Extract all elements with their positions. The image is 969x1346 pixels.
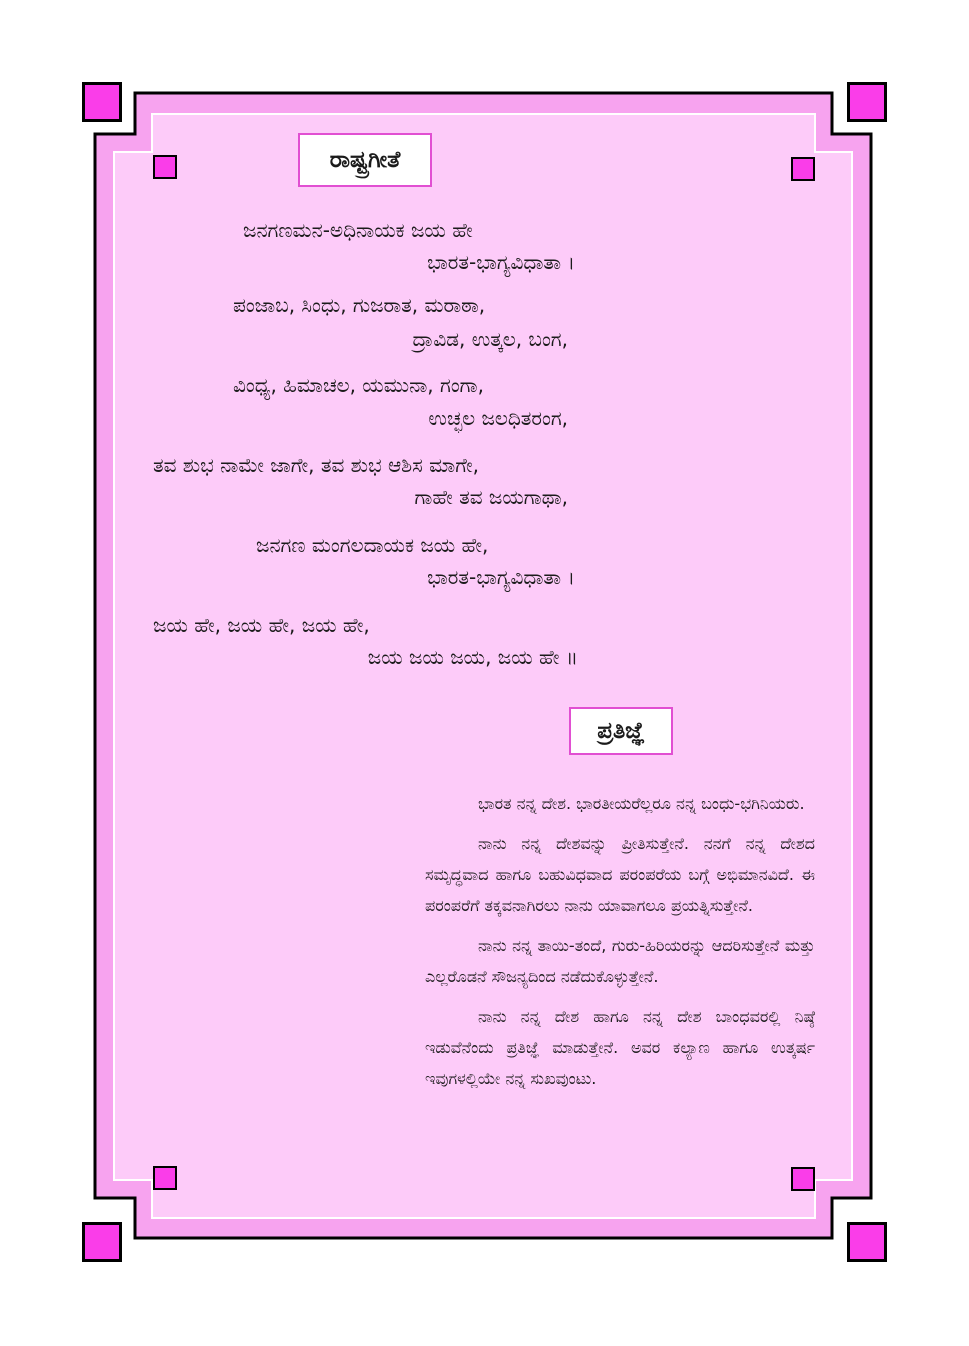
anthem-line: ತವ ಶುಭ ನಾಮೇ ಜಾಗೇ, ತವ ಶುಭ ಆಶಿಸ ಮಾಗೇ, bbox=[153, 453, 479, 477]
inner-square-top-right bbox=[791, 157, 815, 181]
corner-square-bottom-right bbox=[847, 1222, 887, 1262]
inner-square-top-left bbox=[153, 155, 177, 179]
anthem-line: ಜನಗಣಮನ-ಅಧಿನಾಯಕ ಜಯ ಹೇ bbox=[243, 218, 473, 242]
inner-square-bottom-left bbox=[153, 1166, 177, 1190]
anthem-line: ಜನಗಣ ಮಂಗಲದಾಯಕ ಜಯ ಹೇ, bbox=[256, 533, 489, 557]
pledge-paragraph: ನಾನು ನನ್ನ ತಾಯಿ-ತಂದೆ, ಗುರು-ಹಿರಿಯರನ್ನು ಆದರಿಸುತ್ತೇನೆ ಮತ್ತು ಎಲ್ಲರೊಡನೆ ಸೌಜನ್ಯದಿಂದ ನಡೆದುಕೊಳ್ಳುತ್ತೇನೆ. bbox=[425, 936, 815, 986]
anthem-line: ದ್ರಾವಿಡ, ಉತ್ಕಲ, ಬಂಗ, bbox=[412, 327, 568, 351]
pledge-paragraph: ನಾನು ನನ್ನ ದೇಶವನ್ನು ಪ್ರೀತಿಸುತ್ತೇನೆ. ನನಗೆ ನನ್ನ ದೇಶದ ಸಮೃದ್ಧವಾದ ಹಾಗೂ ಬಹುವಿಧವಾದ ಪರಂಪರೆಯ ಬಗ್ಗೆ ಅಭಿಮಾನವಿದೆ. ಈ ಪರಂಪರೆಗೆ ತಕ್ಕವನಾಗಿರಲು ನಾನು ಯಾವಾಗಲೂ ಪ್ರಯತ್ನಿಸುತ್ತೇನೆ. bbox=[425, 834, 815, 915]
inner-square-bottom-right bbox=[791, 1167, 815, 1191]
corner-square-top-right bbox=[847, 82, 887, 122]
anthem-title: ರಾಷ್ಟ್ರಗೀತೆ bbox=[298, 133, 432, 187]
anthem-line: ವಿಂಧ್ಯ, ಹಿಮಾಚಲ, ಯಮುನಾ, ಗಂಗಾ, bbox=[233, 373, 484, 397]
pledge-title: ಪ್ರತಿಜ್ಞೆ bbox=[569, 707, 673, 755]
anthem-line: ಗಾಹೇ ತವ ಜಯಗಾಥಾ, bbox=[414, 485, 568, 509]
pledge-paragraph: ಭಾರತ ನನ್ನ ದೇಶ. ಭಾರತೀಯರೆಲ್ಲರೂ ನನ್ನ ಬಂಧು-ಭಗಿನಿಯರು. bbox=[478, 794, 805, 813]
anthem-line: ಜಯ ಜಯ ಜಯ, ಜಯ ಹೇ ॥ bbox=[367, 645, 578, 669]
pledge-paragraph: ನಾನು ನನ್ನ ದೇಶ ಹಾಗೂ ನನ್ನ ದೇಶ ಬಾಂಧವರಲ್ಲಿ ನಿಷ್ಠೆ ಇಡುವೆನೆಂದು ಪ್ರತಿಜ್ಞೆ ಮಾಡುತ್ತೇನೆ. ಅವರ ಕಲ್ಯಾಣ ಹಾಗೂ ಉತ್ಕರ್ಷ ಇವುಗಳಲ್ಲಿಯೇ ನನ್ನ ಸುಖವುಂಟು. bbox=[425, 1007, 815, 1088]
anthem-line: ಜಯ ಹೇ, ಜಯ ಹೇ, ಜಯ ಹೇ, bbox=[153, 613, 370, 637]
anthem-line: ಪಂಜಾಬ, ಸಿಂಧು, ಗುಜರಾತ, ಮರಾಠಾ, bbox=[233, 293, 486, 317]
corner-square-bottom-left bbox=[82, 1222, 122, 1262]
anthem-line: ಉಚ್ಛಲ ಜಲಧಿತರಂಗ, bbox=[428, 406, 568, 430]
pledge-body bbox=[425, 788, 815, 1103]
corner-square-top-left bbox=[82, 82, 122, 122]
anthem-line: ಭಾರತ-ಭಾಗ್ಯವಿಧಾತಾ । bbox=[427, 250, 575, 274]
anthem-line: ಭಾರತ-ಭಾಗ್ಯವಿಧಾತಾ । bbox=[427, 565, 575, 589]
